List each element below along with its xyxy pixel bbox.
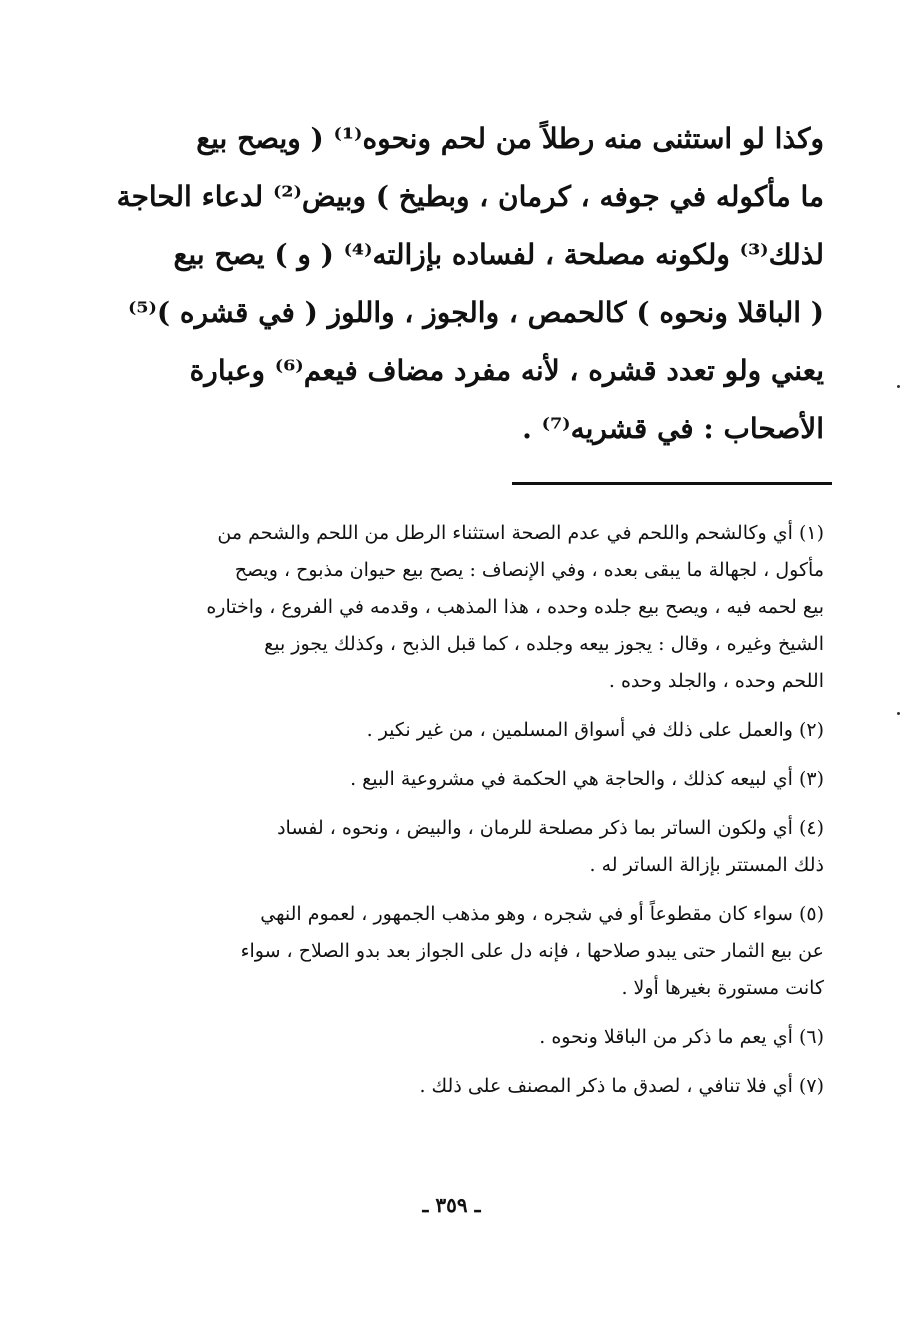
footnote [100, 896, 824, 1007]
footnote-line: (٤) أي ولكون الساتر بما ذكر مصلحة للرمان ، والبيض ، ونحوه ، لفساد [277, 817, 824, 839]
footnote-line: (٣) أي لبيعه كذلك ، والحاجة هي الحكمة في مشروعية البيع . [350, 768, 824, 790]
main-text-line: لذلك⁽³⁾ ولكونه مصلحة ، لفساده بإزالته⁽⁴⁾ ( و ) يصح بيع [173, 238, 824, 271]
footnote-line: (٥) سواء كان مقطوعاً أو في شجره ، وهو مذهب الجمهور ، لعموم النهي [260, 903, 824, 925]
footnote [100, 810, 824, 884]
footnote-line: بيع لحمه فيه ، ويصح بيع جلده وحده ، هذا المذهب ، وقدمه في الفروع ، واختاره [206, 596, 824, 618]
footnote-line: الشيخ وغيره ، وقال : يجوز بيعه وجلده ، كما قبل الذبح ، وكذلك يجوز بيع [264, 633, 824, 655]
footnote-line: ذلك المستتر بإزالة الساتر له . [589, 854, 824, 876]
footnote-line: كانت مستورة بغيرها أولا . [621, 977, 824, 999]
margin-speck [897, 385, 900, 388]
footnote-line: (١) أي وكالشحم واللحم في عدم الصحة استثناء الرطل من اللحم والشحم من [217, 522, 824, 544]
main-text-block [100, 110, 824, 458]
footnote-line: عن بيع الثمار حتى يبدو صلاحها ، فإنه دل على الجواز بعد بدو الصلاح ، سواء [240, 940, 824, 962]
page-number: ـ ٣٥٩ ـ [422, 1193, 481, 1217]
footnote-line: اللحم وحده ، والجلد وحده . [608, 670, 824, 692]
footnote-line: (٢) والعمل على ذلك في أسواق المسلمين ، من غير نكير . [366, 719, 824, 741]
main-text-line: يعني ولو تعدد قشره ، لأنه مفرد مضاف فيعم⁽⁶⁾ وعبارة [189, 354, 824, 387]
footnote [100, 515, 824, 700]
footnote-line: مأكول ، لجهالة ما يبقى بعده ، وفي الإنصاف : يصح بيع حيوان مذبوح ، ويصح [234, 559, 824, 581]
main-text-line: ما مأكوله في جوفه ، كرمان ، وبطيخ ) وبيض⁽²⁾ لدعاء الحاجة [116, 180, 824, 213]
footnote-separator [512, 482, 832, 485]
footnote [100, 1019, 824, 1056]
margin-speck [897, 712, 900, 715]
footnote-line: (٦) أي يعم ما ذكر من الباقلا ونحوه . [539, 1026, 824, 1048]
footnotes-block [100, 515, 824, 1117]
main-text-line: وكذا لو استثنى منه رطلاً من لحم ونحوه⁽¹⁾ ( ويصح بيع [196, 122, 824, 155]
main-text-line: ( الباقلا ونحوه ) كالحمص ، والجوز ، واللوز ( في قشره )⁽⁵⁾ [127, 296, 824, 329]
main-text-line: الأصحاب : في قشريه⁽⁷⁾ . [522, 412, 824, 445]
footnote-line: (٧) أي فلا تنافي ، لصدق ما ذكر المصنف على ذلك . [419, 1075, 824, 1097]
footnote [100, 712, 824, 749]
footnote [100, 1068, 824, 1105]
footnote [100, 761, 824, 798]
